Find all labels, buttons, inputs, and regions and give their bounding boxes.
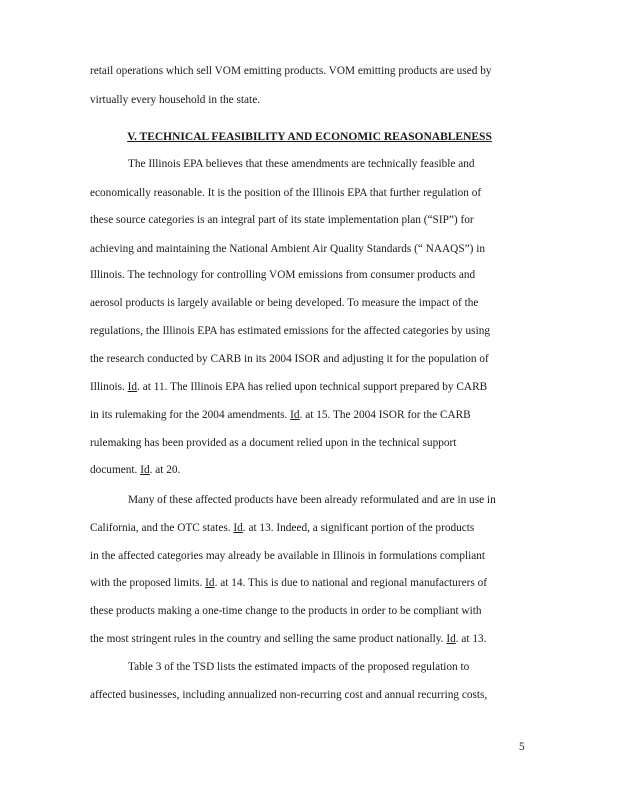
text-line: achieving and maintaining the National Ambient Air Quality Standards (“ NAAQS”) in — [90, 243, 485, 255]
text-line: retail operations which sell VOM emitting products. VOM emitting products are used by — [90, 65, 492, 77]
text-line: Illinois. The technology for controlling VOM emissions from consumer products and — [90, 269, 476, 281]
text-line: The Illinois EPA believes that these amendments are technically feasible and — [128, 158, 475, 170]
text-line: Table 3 of the TSD lists the estimated impacts of the proposed regulation to — [128, 661, 470, 673]
text-line: aerosol products is largely available or being developed. To measure the impact of the — [90, 297, 479, 309]
section-heading: V. TECHNICAL FEASIBILITY AND ECONOMIC REASONABLENESS — [127, 131, 492, 143]
page-number: 5 — [519, 741, 525, 753]
text-line: affected businesses, including annualized non-recurring cost and annual recurring costs, — [90, 689, 488, 701]
text-line: in its rulemaking for the 2004 amendments. Id. at 15. The 2004 ISOR for the CARB — [90, 409, 471, 421]
text-line: the most stringent rules in the country and selling the same product nationally. Id. at 13. — [90, 633, 487, 645]
text-line: these source categories is an integral part of its state implementation plan (“SIP”) for — [90, 214, 474, 226]
text-line: Many of these affected products have been already reformulated and are in use in — [128, 494, 496, 506]
text-line: with the proposed limits. Id. at 14. This is due to national and regional manufacturers of — [90, 577, 488, 589]
text-line: document. Id. at 20. — [90, 464, 181, 476]
text-line: in the affected categories may already be available in Illinois in formulations compliant — [90, 550, 486, 562]
text-line: regulations, the Illinois EPA has estimated emissions for the affected categories by using — [90, 325, 491, 337]
text-line: Illinois. Id. at 11. The Illinois EPA has relied upon technical support prepared by CARB — [90, 381, 488, 393]
text-line: the research conducted by CARB in its 2004 ISOR and adjusting it for the population of — [90, 353, 489, 365]
text-line: these products making a one-time change to the products in order to be compliant with — [90, 605, 482, 617]
text-line: economically reasonable. It is the position of the Illinois EPA that further regulation of — [90, 187, 482, 199]
text-line: California, and the OTC states. Id. at 13. Indeed, a significant portion of the products — [90, 522, 475, 534]
text-line: virtually every household in the state. — [90, 94, 261, 106]
text-line: rulemaking has been provided as a document relied upon in the technical support — [90, 437, 457, 449]
